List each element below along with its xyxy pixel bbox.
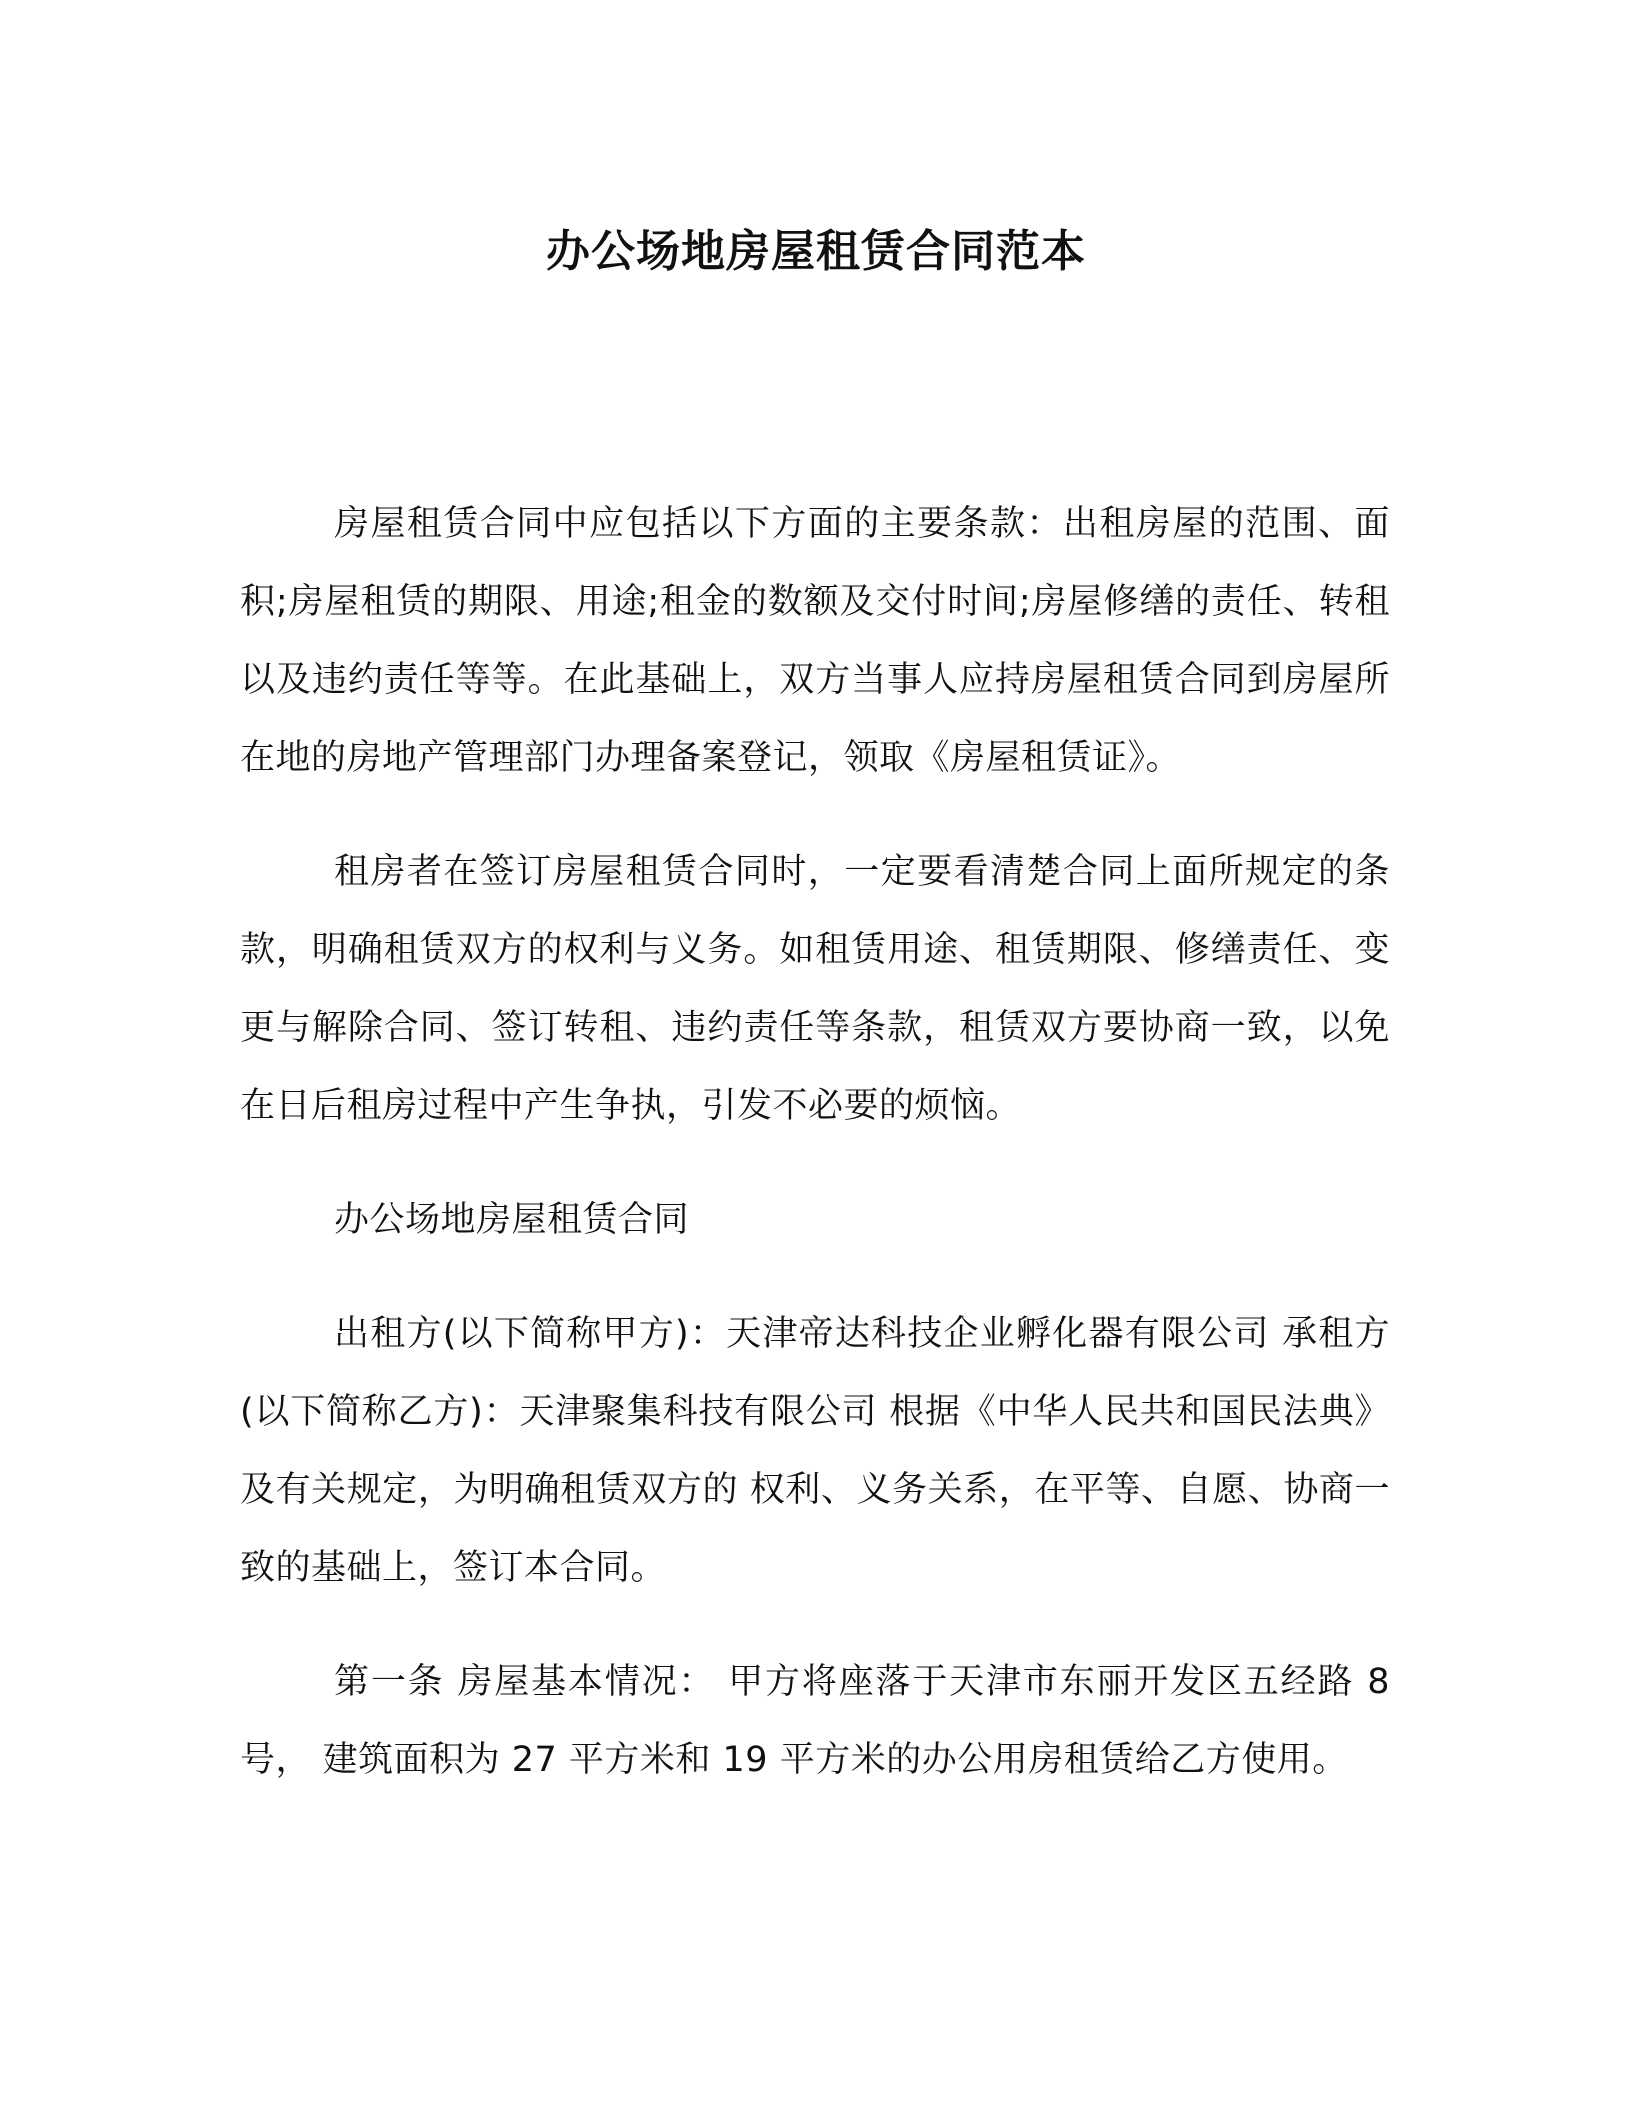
document-body bbox=[240, 485, 1390, 1835]
paragraph-lease-terms: 房屋租赁合同中应包括以下方面的主要条款：出租房屋的范围、面积;房屋租赁的期限、用途;租金的数额及交付时间;房屋修缮的责任、转租以及违约责任等等。在此基础上，双方当事人应持房屋租赁合同到房屋所在地的房地产管理部门办理备案登记，领取《房屋租赁证》。 bbox=[240, 504, 1390, 778]
paragraph-contract-heading: 办公场地房屋租赁合同 bbox=[334, 1200, 690, 1240]
paragraph-parties: 出租方(以下简称甲方)：天津帝达科技企业孵化器有限公司 承租方(以下简称乙方)：天津聚集科技有限公司 根据《中华人民共和国民法典》及有关规定，为明确租赁双方的 权利、义务关系，在平等、自愿、协商一致的基础上，签订本合同。 bbox=[240, 1314, 1390, 1588]
document-title: 办公场地房屋租赁合同范本 bbox=[546, 226, 1086, 277]
paragraph-tenant-advice: 租房者在签订房屋租赁合同时，一定要看清楚合同上面所规定的条款，明确租赁双方的权利与义务。如租赁用途、租赁期限、修缮责任、变更与解除合同、签订转租、违约责任等条款，租赁双方要协商一致，以免在日后租房过程中产生争执，引发不必要的烦恼。 bbox=[240, 852, 1390, 1126]
paragraph-article-one: 第一条 房屋基本情况： 甲方将座落于天津市东丽开发区五经路 8 号， 建筑面积为 27 平方米和 19 平方米的办公用房租赁给乙方使用。 bbox=[240, 1662, 1390, 1780]
